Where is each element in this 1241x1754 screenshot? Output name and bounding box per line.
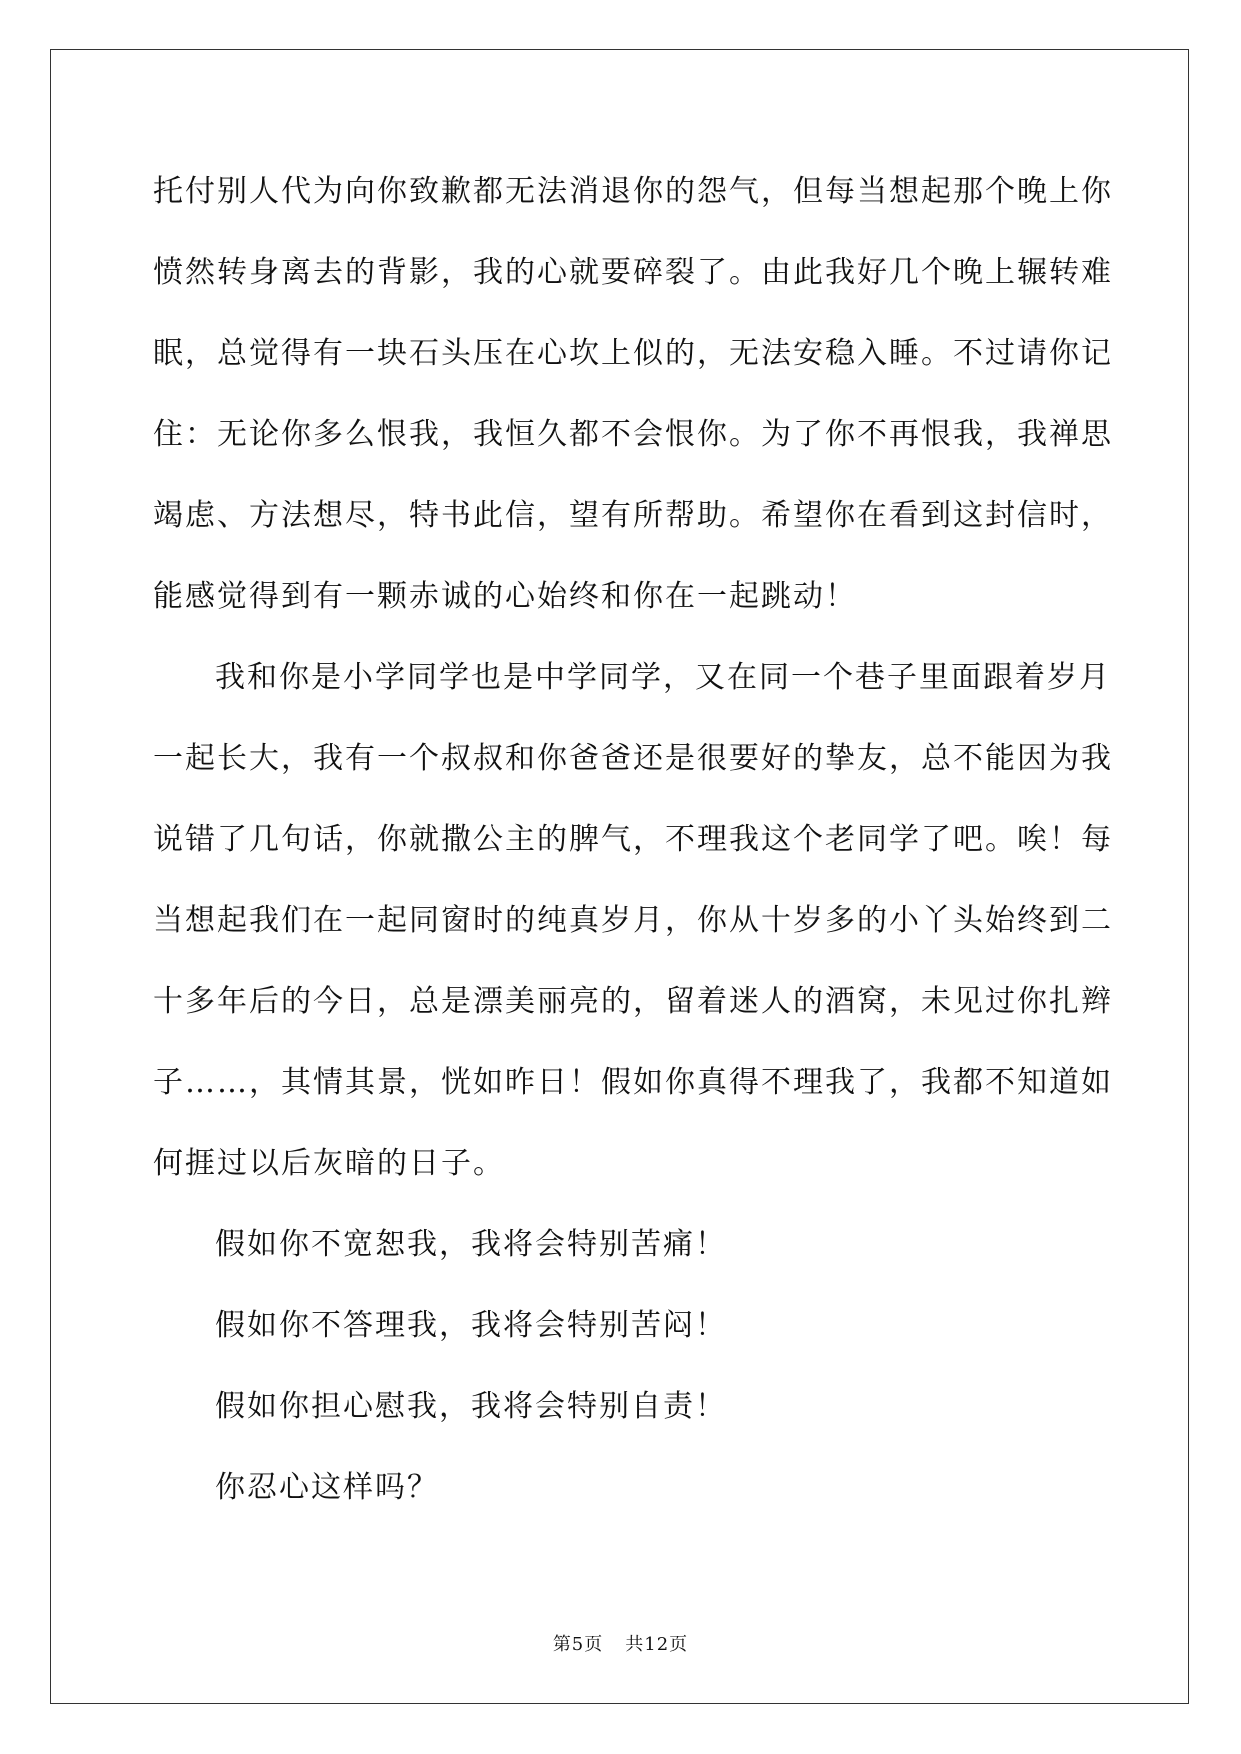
text-line: 当想起我们在一起同窗时的纯真岁月，你从十岁多的小丫头始终到二: [153, 903, 1113, 938]
text-line: 愤然转身离去的背影，我的心就要碎裂了。由此我好几个晚上辗转难: [153, 255, 1113, 290]
page-number-total: 共12页: [625, 1634, 689, 1655]
paragraph-question: 你忍心这样吗？: [215, 1470, 439, 1505]
paragraph-ignore: 假如你不答理我，我将会特别苦闷！: [215, 1308, 727, 1343]
page-footer: [0, 1630, 1241, 1656]
text-line: 住：无论你多么恨我，我恒久都不会恨你。为了你不再恨我，我禅思: [153, 417, 1113, 452]
page-number-current: 第5页: [552, 1634, 604, 1655]
text-line: 我和你是小学同学也是中学同学，又在同一个巷子里面跟着岁月: [215, 660, 1111, 695]
paragraph-worry: 假如你担心慰我，我将会特别自责！: [215, 1389, 727, 1424]
text-line: 能感觉得到有一颗赤诚的心始终和你在一起跳动！: [153, 579, 857, 614]
text-line: 一起长大，我有一个叔叔和你爸爸还是很要好的挚友，总不能因为我: [153, 741, 1113, 776]
paragraph-forgive: 假如你不宽恕我，我将会特别苦痛！: [215, 1227, 727, 1262]
text-line: 托付别人代为向你致歉都无法消退你的怨气，但每当想起那个晚上你: [153, 174, 1113, 209]
text-line: 十多年后的今日，总是漂美丽亮的，留着迷人的酒窝，未见过你扎辫: [153, 984, 1113, 1019]
text-line: 竭虑、方法想尽，特书此信，望有所帮助。希望你在看到这封信时，: [153, 498, 1113, 533]
text-line: 子……，其情其景，恍如昨日！假如你真得不理我了，我都不知道如: [153, 1065, 1113, 1100]
paragraph-1: [153, 165, 1113, 651]
text-line: 说错了几句话，你就撒公主的脾气，不理我这个老同学了吧。唉！每: [153, 822, 1113, 857]
paragraph-2: [153, 651, 1113, 1218]
text-line: 眠，总觉得有一块石头压在心坎上似的，无法安稳入睡。不过请你记: [153, 336, 1113, 371]
document-body: [153, 165, 1113, 1542]
text-line: 何捱过以后灰暗的日子。: [153, 1146, 505, 1181]
